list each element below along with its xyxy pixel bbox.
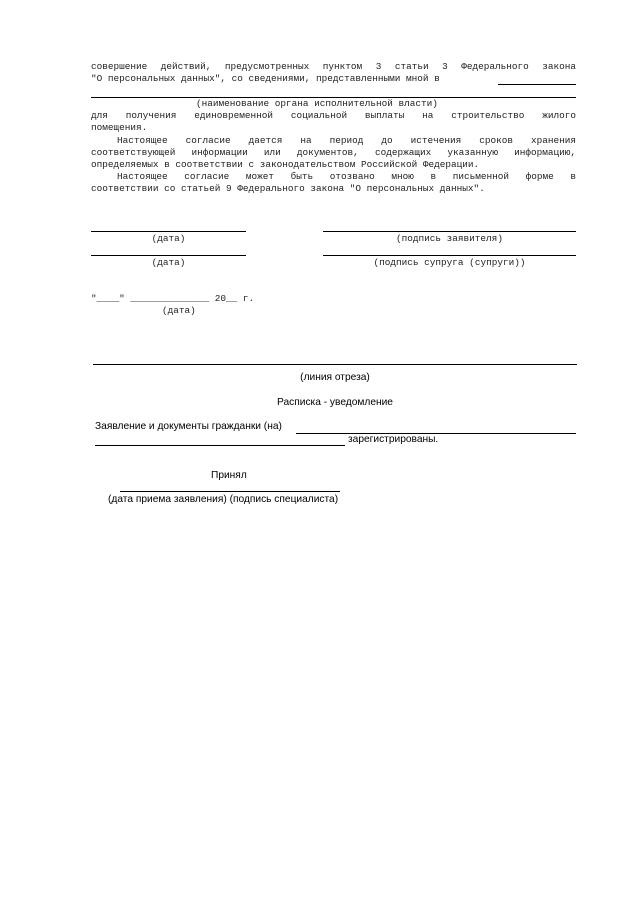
consent-text-line: соответствии со статьей 9 Федерального закона "О персональных данных".: [91, 183, 485, 194]
consent-text-line: помещения.: [91, 122, 148, 133]
consent-text-line: Настоящее согласие дается на период до истечения сроков хранения: [117, 135, 576, 146]
consent-text-line: соответствующей информации или документов, содержащих указанную информацию,: [91, 147, 576, 158]
applicant-signature-line: [323, 231, 576, 232]
date-line-text: "____" ______________ 20__ г.: [91, 293, 255, 304]
receipt-statement-end: зарегистрированы.: [348, 434, 439, 445]
spouse-signature-line: [323, 255, 576, 256]
accepted-caption: (дата приема заявления) (подпись специалиста): [108, 494, 339, 505]
spouse-signature-caption: (подпись супруга (супруги)): [373, 257, 526, 268]
date-caption: (дата): [151, 233, 186, 244]
date-line: [91, 231, 246, 232]
consent-text-line: для получения единовременной социальной выплаты на строительство жилого: [91, 110, 576, 121]
cut-line: [93, 364, 577, 365]
accepted-label: Принял: [211, 470, 247, 481]
date-line: [91, 255, 246, 256]
consent-text-line: определяемых в соответствии с законодательством Российской Федерации.: [91, 159, 480, 170]
date-caption: (дата): [162, 305, 196, 316]
receipt-statement-start: Заявление и документы гражданки (на): [95, 421, 282, 432]
authority-blank-line: [498, 84, 576, 85]
date-caption: (дата): [151, 257, 186, 268]
applicant-name-line-2: [95, 445, 345, 446]
cut-line-caption: (линия отреза): [300, 372, 370, 383]
consent-text-line: совершение действий, предусмотренных пунктом 3 статьи 3 Федерального закона: [91, 61, 576, 72]
accepted-signature-line: [120, 491, 340, 492]
consent-text-line: Настоящее согласие может быть отозвано мною в письменной форме в: [117, 171, 576, 182]
applicant-signature-caption: (подпись заявителя): [396, 233, 503, 244]
authority-caption: (наименование органа исполнительной власти): [196, 98, 438, 109]
receipt-title: Расписка - уведомление: [277, 397, 393, 408]
consent-text-line: "О персональных данных", со сведениями, представленными мной в: [91, 73, 440, 84]
